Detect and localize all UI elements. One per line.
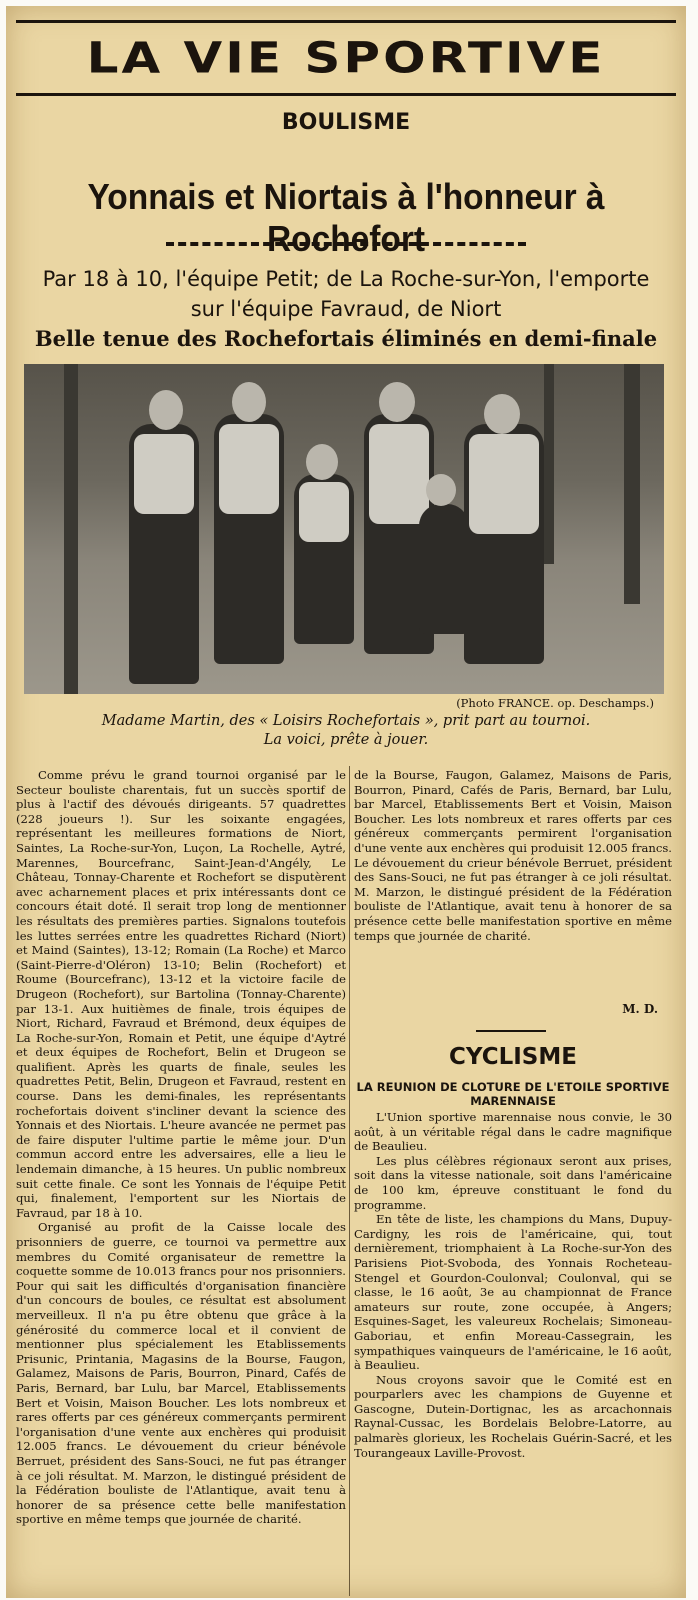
caption-line: La voici, prête à jouer.: [263, 732, 429, 748]
masthead-title: LA VIE SPORTIVE: [86, 33, 606, 83]
photo-caption: [6, 712, 686, 750]
article-column-continued: [354, 768, 672, 1014]
column-divider: [349, 766, 350, 1596]
cyclisme-subtitle: LA REUNION DE CLOTURE DE L'ETOILE SPORTIVE MARENNAISE: [356, 1080, 670, 1108]
photo-credit: (Photo FRANCE. op. Deschamps.): [456, 696, 654, 710]
article-column: [16, 768, 346, 1600]
cyclisme-paragraph: En tête de liste, les champions du Mans, Dupuy-Cardigny, les rois de l'américaine, qui, tout dernièrement, triomphaient à La Roche-sur-Yon des Parisiens Piot-Svoboda, des Yonnais Rocheteau-Stengel et Gourdon-Coulonval; Coulonval, qui se classe, le 16 août, 3e au championnat de France amateurs sur route, zone occupée, à Angers; Esquines-Saget, les valeureux Rochelais; Simoneau-Gaboriau, et enfin Moreau-Cassegrain, les sympathiques vainqueurs de l'américaine, le 16 août, à Beaulieu.: [354, 1212, 672, 1373]
section-separator: [476, 1030, 546, 1032]
article-paragraph: Organisé au profit de la Caisse locale des prisonniers de guerre, ce tournoi va permettre aux membres du Comité organisateur de remettre la coquette somme de 10.013 francs pour nos prisonniers. Pour qui sait les difficultés d'organisation financière d'un concours de boules, ce résultat est absolument merveilleux. Il n'a pu être obtenu que grâce à la générosité du commerce local et il convient de mentionner plus spécialement les Etablissements Prisunic, Printania, Magasins de la Bourse, Faugon, Galamez, Maisons de Paris, Bourron, Pinard, Cafés de Paris, Bernard, bar Lulu, bar Marcel, Etablissements Bert et Voisin, Maison Boucher. Les lots nombreux et rares offerts par ces généreux commerçants permirent l'organisation d'une vente aux enchères qui produisit 12.005 francs. Le dévouement du crieur bénévole Berruet, président des Sans-Souci, ne fut pas étranger à ce joli résultat. M. Marzon, le distingué président de la Fédération bouliste de l'Atlantique, avait tenu à honorer de sa présence cette belle manifestation sportive en même temps que journée de charité.: [16, 1220, 346, 1527]
subheadline-line: Par 18 à 10, l'équipe Petit; de La Roche-sur-Yon, l'emporte: [42, 267, 650, 291]
cyclisme-paragraph: Les plus célèbres régionaux seront aux prises, soit dans la vitesse nationale, soit dans l'américaine de 100 km, épreuve constituant le fond du programme.: [354, 1153, 672, 1212]
newspaper-clipping: [6, 6, 686, 1598]
headline: Yonnais et Niortais à l'honneur à Rochefort: [87, 176, 605, 259]
article-paragraph-continued: de la Bourse, Faugon, Galamez, Maisons de Paris, Bourron, Pinard, Cafés de Paris, Bernard, bar Lulu, bar Marcel, Etablissements Bert et Voisin, Maison Boucher. Les lots nombreux et rares offerts par ces généreux commerçants permirent l'organisation d'une vente aux enchères qui produisit 12.005 francs. Le dévouement du crieur bénévole Berruet, président des Sans-Souci, ne fut pas étranger à ce joli résultat. M. Marzon, le distingué président de la Fédération bouliste de l'Atlantique, avait tenu à honorer de sa présence cette belle manifestation sportive en même temps que journée de charité.: [354, 768, 672, 943]
cyclisme-title: CYCLISME: [449, 1044, 577, 1070]
cyclisme-paragraph: Nous croyons savoir que le Comité est en pourparlers avec les champions de Guyenne et Gascogne, Dutein-Dortignac, les as arcachonnais Raynal-Cussac, les Bordelais Belobre-Latorre, au palmarès glorieux, les Rochelais Guérin-Sacré, et les Tourangeaux Laville-Provost.: [354, 1372, 672, 1460]
cyclisme-paragraph: L'Union sportive marennaise nous convie, le 30 août, à un véritable régal dans le cadre magnifique de Beaulieu.: [354, 1110, 672, 1154]
article-paragraph: Comme prévu le grand tournoi organisé par le Secteur bouliste charentais, fut un succès sportif de plus à l'actif des dévoués dirigeants. 57 quadrettes (228 joueurs !). Sur les soixante engagées, représentant les meilleures formations de Niort, Saintes, La Roche-sur-Yon, Luçon, La Rochelle, Aytré, Marennes, Bourcefranc, Saint-Jean-d'Angély, Le Château, Tonnay-Charente et Rochefort se disputèrent avec acharnement places et prix intéressants dont ce concours était doté. Il serait trop long de mentionner les résultats des premières parties. Signalons toutefois les luttes serrées entre les quadrettes Richard (Niort) et Maind (Saintes), 13-12; Romain (La Roche) et Marco (Saint-Pierre-d'Oléron) 13-10; Belin (Rochefort) et Roume (Bourcefranc), 13-12 et la victoire facile de Drugeon (Rochefort), sur Bartolina (Tonnay-Charente) par 13-1. Aux huitièmes de finale, trois équipes de Niort, Richard, Favraud et Brémond, deux équipes de La Roche-sur-Yon, Romain et Petit, une équipe d'Aytré et deux équipes de Rochefort, Belin et Drugeon se qualifient. Après les quarts de finale, seules les quadrettes Petit, Belin, Drugeon et Favraud, restent en course. Dans les demi-finales, les représentants rochefortais doivent s'incliner devant la science des Yonnais et des Niortais. L'heure avancée ne permet pas de faire disputer l'ultime partie le même jour. D'un commun accord entre les adversaires, elle a lieu le lendemain dimanche, à 15 heures. Un public nombreux suit cette finale. Ce sont les Yonnais de l'équipe Petit qui, finalement, l'emportent sur les Niortais de Favraud, par 18 à 10.: [16, 768, 346, 1220]
subheadline-line: sur l'équipe Favraud, de Niort: [190, 297, 502, 321]
press-photo: [24, 364, 664, 694]
deck: Belle tenue des Rochefortais éliminés en demi-finale: [34, 326, 658, 351]
caption-line: Madame Martin, des « Loisirs Rochefortais », prit part au tournoi.: [101, 713, 591, 729]
section-rubric: BOULISME: [281, 110, 411, 135]
masthead: [16, 20, 676, 96]
cyclisme-column: [354, 1110, 672, 1600]
decorative-rule: [166, 242, 526, 246]
article-signature: M. D.: [622, 1002, 658, 1016]
subheadline: [6, 264, 686, 324]
